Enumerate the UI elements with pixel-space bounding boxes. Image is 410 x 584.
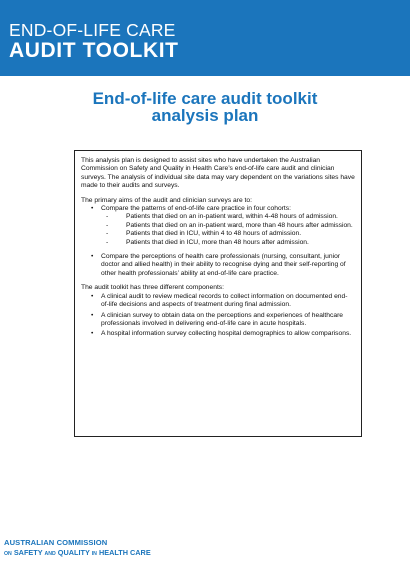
header-subtitle: END-OF-LIFE CARE (9, 20, 176, 40)
commission-logo (4, 538, 151, 557)
document-title-line1: End-of-life care audit toolkit (92, 89, 318, 108)
aim-item: • Compare the perceptions of health care professionals (nursing, consultant, junior doctor and allied health) in their ability to recognise dying and their self-reporting of other health professionals’ ability at end-of-life care practice. (101, 253, 355, 278)
component-item: • A clinician survey to obtain data on the perceptions and experiences of healthcare professionals involved in delivering end-of-life care in acute hospitals. (101, 312, 355, 329)
aims-heading: The primary aims of the audit and clinician surveys are to: (81, 196, 252, 204)
components-list (81, 293, 355, 339)
component-item: • A clinical audit to review medical records to collect information on documented end-of-life decisions and aspects of treatment during final admission. (101, 293, 355, 310)
aims-list (81, 205, 355, 278)
logo-line2 (4, 548, 151, 557)
component-item: • A hospital information survey collecting hospital demographics to allow comparisons. (101, 330, 355, 338)
logo-health: HEALTH CARE (98, 548, 151, 557)
logo-and: AND (44, 551, 56, 557)
intro-paragraph: This analysis plan is designed to assist sites who have undertaken the Australian Commission on Safety and Quality in Health Care’s end-of-life care audit and clinician surveys. The analysis of individual site data may vary dependent on the variations sites have made to their audits and surveys. (81, 157, 355, 190)
aim-item (101, 205, 355, 251)
summary-box (74, 150, 362, 437)
logo-in: IN (91, 551, 97, 557)
cohort-item: - Patients that died in ICU, more than 48 hours after admission. (126, 239, 355, 247)
logo-quality: QUALITY (57, 548, 90, 557)
document-title-line2: analysis plan (151, 106, 259, 125)
header-banner (0, 0, 410, 76)
header-title: AUDIT TOOLKIT (9, 39, 179, 62)
cohort-item: - Patients that died in ICU, within 4 to 48 hours of admission. (126, 230, 355, 238)
cohort-item: - Patients that died on an in-patient ward, more than 48 hours after admission. (126, 222, 355, 230)
aim-label: Compare the patterns of end-of-life care practice in four cohorts: (101, 205, 291, 213)
logo-line1: AUSTRALIAN COMMISSION (4, 538, 108, 547)
logo-safety: SAFETY (13, 548, 43, 557)
logo-on: ON (4, 551, 12, 557)
cohort-list (101, 213, 355, 247)
cohort-item: - Patients that died on an in-patient ward, within 4-48 hours of admission. (126, 213, 355, 221)
components-heading: The audit toolkit has three different components: (81, 284, 225, 292)
